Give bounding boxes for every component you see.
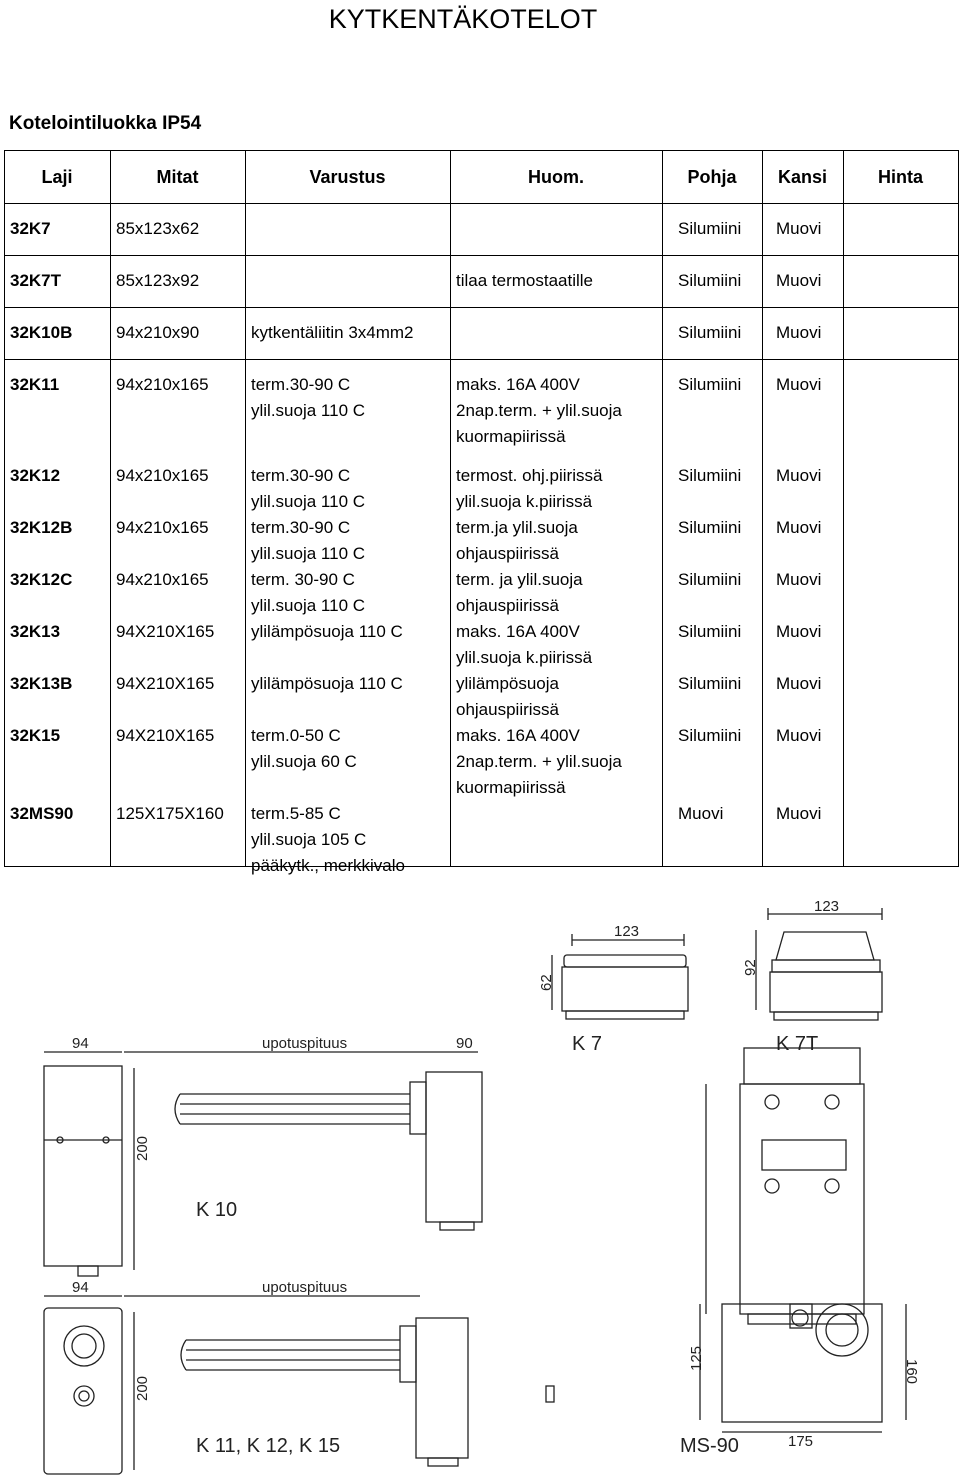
column-header: Hinta <box>878 167 923 187</box>
k11-length-dim: upotuspituus <box>262 1279 348 1296</box>
table-cell: ylilämpösuoja <box>456 674 559 693</box>
table-column-line <box>450 150 451 866</box>
table-cell: 32K13 <box>10 622 61 641</box>
table-cell: 32K15 <box>10 726 61 745</box>
table-row-line <box>4 150 959 151</box>
table-column-line <box>662 150 663 866</box>
table-cell: 32K11 <box>10 375 60 394</box>
table-row-line <box>4 866 959 867</box>
ms90-drawing <box>700 1304 906 1432</box>
table-cell: term.30-90 C <box>251 518 351 537</box>
table-cell: 94x210x165 <box>116 375 209 394</box>
table-cell: Silumiini <box>678 674 742 693</box>
table-cell: term.30-90 C <box>251 375 351 394</box>
table-cell: 94x210x165 <box>116 518 209 537</box>
k7-drawing <box>552 934 688 1019</box>
table-row-line <box>4 359 959 360</box>
table-cell: 85x123x92 <box>116 271 200 290</box>
table-cell: 94x210x165 <box>116 466 209 485</box>
table-cell: Silumiini <box>678 375 742 394</box>
column-header: Pohja <box>687 167 737 187</box>
table-cell: ohjauspiirissä <box>456 700 559 719</box>
table-cell: 32K12B <box>10 518 73 537</box>
k7-height-dim: 62 <box>538 974 555 991</box>
table-cell: Silumiini <box>678 271 742 290</box>
k11-label: K 11, K 12, K 15 <box>196 1435 341 1457</box>
enclosure-class-subtitle: Kotelointiluokka IP54 <box>9 113 202 134</box>
table-cell: 32K10B <box>10 323 73 342</box>
table-column-line <box>762 150 763 866</box>
table-cell: termost. ohj.piirissä <box>456 466 603 485</box>
table-cell: 94x210x90 <box>116 323 200 342</box>
table-row-line <box>4 307 959 308</box>
table-cell: Muovi <box>776 622 822 641</box>
table-cell: 32K12 <box>10 466 61 485</box>
table-cell: ohjauspiirissä <box>456 544 559 563</box>
table-column-line <box>4 150 5 866</box>
table-cell: maks. 16A 400V <box>456 726 580 745</box>
table-cell: tilaa termostaatille <box>456 271 594 290</box>
table-cell: Muovi <box>776 518 822 537</box>
table-cell: ohjauspiirissä <box>456 596 559 615</box>
ms90-width-dim: 175 <box>788 1433 814 1450</box>
table-cell: 94X210X165 <box>116 674 215 693</box>
table-cell: maks. 16A 400V <box>456 375 580 394</box>
k7-side-views <box>706 1048 864 1324</box>
table-column-line <box>843 150 844 866</box>
table-cell: Muovi <box>776 271 822 290</box>
column-header: Mitat <box>156 167 199 187</box>
technical-drawings <box>0 880 960 1484</box>
table-cell: 125X175X160 <box>116 804 224 823</box>
k7-width-dim: 123 <box>614 923 640 940</box>
table-cell: 32K12C <box>10 570 73 589</box>
table-cell: 85x123x62 <box>116 219 200 238</box>
table-cell: ylil.suoja 110 C <box>251 492 366 511</box>
column-header: Huom. <box>528 167 584 187</box>
table-cell: pääkytk., merkkivalo <box>251 856 405 875</box>
table-cell: ylil.suoja 110 C <box>251 596 366 615</box>
table-cell: Silumiini <box>678 726 742 745</box>
table-cell: 94x210x165 <box>116 570 209 589</box>
table-cell: Silumiini <box>678 570 742 589</box>
table-cell: ylil.suoja k.piirissä <box>456 492 593 511</box>
table-cell: Silumiini <box>678 518 742 537</box>
table-cell: Muovi <box>776 323 822 342</box>
page-title: KYTKENTÄKOTELOT <box>328 4 598 34</box>
table-column-line <box>245 150 246 866</box>
table-cell: 32K13B <box>10 674 73 693</box>
k11-height-dim: 200 <box>134 1375 151 1401</box>
k10-height-dim: 200 <box>134 1135 151 1161</box>
table-cell: Muovi <box>776 804 822 823</box>
table-cell: Silumiini <box>678 466 742 485</box>
table-cell: Muovi <box>776 375 822 394</box>
k7t-drawing <box>756 908 882 1020</box>
k7t-width-dim: 123 <box>814 898 840 915</box>
table-cell: term.ja ylil.suoja <box>456 518 578 537</box>
table-cell: Muovi <box>776 219 822 238</box>
k11-width-dim: 94 <box>72 1279 89 1296</box>
table-cell: ylil.suoja 110 C <box>251 401 366 420</box>
k7t-label: K 7T <box>776 1033 819 1055</box>
k7t-height-dim: 92 <box>742 959 759 976</box>
table-cell: kuormapiirissä <box>456 778 566 797</box>
column-header: Kansi <box>777 167 828 187</box>
table-cell: term.30-90 C <box>251 466 351 485</box>
k10-width-dim: 94 <box>72 1035 89 1052</box>
table-cell: 32MS90 <box>10 804 74 823</box>
table-cell: term.5-85 C <box>251 804 341 823</box>
k10-label: K 10 <box>196 1199 238 1221</box>
table-cell: ylil.suoja k.piirissä <box>456 648 593 667</box>
table-cell: Silumiini <box>678 622 742 641</box>
k10-drawing <box>44 1052 482 1276</box>
column-header: Laji <box>41 167 73 187</box>
table-cell: 2nap.term. + ylil.suoja <box>456 401 622 420</box>
table-cell: Muovi <box>776 466 822 485</box>
table-cell: Muovi <box>678 804 724 823</box>
table-cell: ylilämpösuoja 110 C <box>251 674 403 693</box>
k7-label: K 7 <box>572 1033 603 1055</box>
table-cell: Muovi <box>776 726 822 745</box>
table-cell: term.0-50 C <box>251 726 341 745</box>
table-cell: maks. 16A 400V <box>456 622 580 641</box>
table-cell: 2nap.term. + ylil.suoja <box>456 752 622 771</box>
table-cell: Silumiini <box>678 323 742 342</box>
table-cell: term. ja ylil.suoja <box>456 570 583 589</box>
table-cell: 94X210X165 <box>116 622 215 641</box>
table-row-line <box>4 203 959 204</box>
table-column-line <box>958 150 959 866</box>
ms90-height-dim: 125 <box>688 1345 705 1371</box>
table-cell: ylil.suoja 110 C <box>251 544 366 563</box>
table-cell: 94X210X165 <box>116 726 215 745</box>
column-header: Varustus <box>309 167 386 187</box>
table-column-line <box>110 150 111 866</box>
table-cell: ylilämpösuoja 110 C <box>251 622 403 641</box>
table-cell: ylil.suoja 105 C <box>251 830 367 849</box>
table-row-line <box>4 255 959 256</box>
table-cell: kuormapiirissä <box>456 427 566 446</box>
table-cell: term. 30-90 C <box>251 570 355 589</box>
table-cell: kytkentäliitin 3x4mm2 <box>251 323 414 342</box>
ms90-label: MS-90 <box>680 1435 739 1457</box>
table-cell: Silumiini <box>678 219 742 238</box>
table-cell: ylil.suoja 60 C <box>251 752 357 771</box>
k10-length-dim: upotuspituus <box>262 1035 348 1052</box>
k10-depth-dim: 90 <box>456 1035 473 1052</box>
table-cell: 32K7 <box>10 219 51 238</box>
table-cell: Muovi <box>776 570 822 589</box>
table-cell: Muovi <box>776 674 822 693</box>
ms90-side-dim: 160 <box>903 1359 920 1385</box>
table-cell: 32K7T <box>10 271 62 290</box>
